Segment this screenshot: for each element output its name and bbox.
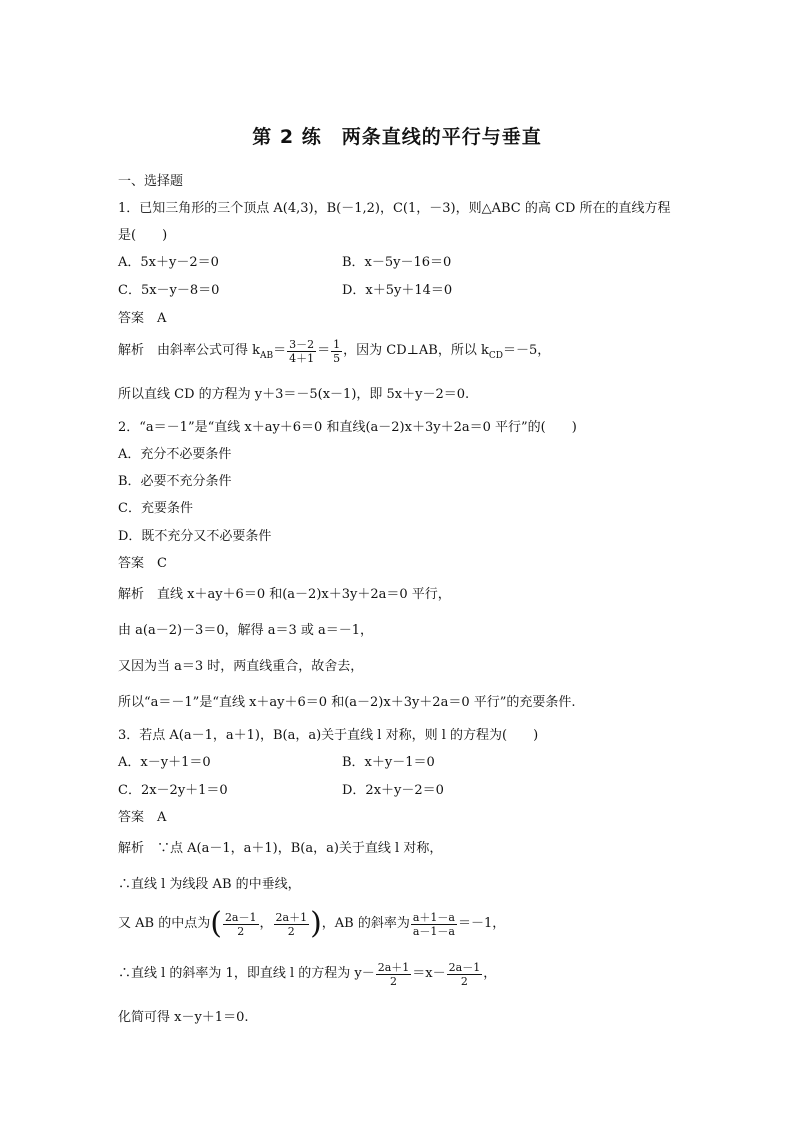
midpoint-x-fraction [223, 911, 259, 938]
fraction-denominator: 2 [460, 974, 468, 988]
q3-option-c: C．2x－2y＋1＝0 [118, 783, 228, 798]
q1-slope-fraction [287, 338, 316, 365]
fraction-denominator: 2 [287, 924, 295, 938]
q1-solution-line2: 所以直线 CD 的方程为 y＋3＝－5(x－1)，即 5x＋y－2＝0. [118, 387, 470, 402]
q3-sol3-comma: ， [259, 916, 273, 931]
q2-solution-line1: 解析 直线 x＋ay＋6＝0 和(a－2)x＋3y＋2a＝0 平行， [118, 587, 451, 602]
q1-slope-value-fraction [331, 338, 342, 365]
fraction-denominator: 2 [390, 974, 398, 988]
q1-sol1-eq2: ＝ [317, 343, 331, 358]
right-paren: ) [310, 906, 322, 941]
q2-solution-line3: 又因为当 a＝3 时，两直线重合，故舍去， [118, 659, 364, 674]
q1-answer: 答案 A [118, 311, 167, 326]
slope-fraction [411, 911, 457, 938]
q2-solution-line4: 所以“a＝－1”是“直线 x＋ay＋6＝0 和(a－2)x＋3y＋2a＝0 平行”的充要条件. [118, 695, 576, 710]
q3-option-a: A．x－y＋1＝0 [118, 755, 211, 770]
midpoint-y-fraction [274, 911, 310, 938]
q3-stem: 3．若点 A(a－1，a＋1)，B(a，a)关于直线 l 对称，则 l 的方程为( ) [118, 728, 539, 743]
q3-solution-line4 [118, 954, 496, 995]
q1-sol1-end: ＝－5， [502, 343, 551, 358]
q1-option-d: D．x＋5y＋14＝0 [342, 283, 453, 298]
q2-option-d: D．既不充分又不必要条件 [118, 529, 272, 544]
line-eq-fraction-2 [447, 961, 483, 988]
q1-stem-line2: 是( ) [118, 228, 168, 243]
fraction-numerator: 2a－1 [224, 910, 257, 924]
q3-option-b: B．x＋y－1＝0 [342, 755, 435, 770]
q1-sol1-mid: ，因为 CD⊥AB，所以 k [343, 343, 489, 358]
q1-option-c: C．5x－y－8＝0 [118, 283, 220, 298]
q1-sol1-prefix: 解析 由斜率公式可得 k [118, 343, 261, 358]
q2-option-a: A．充分不必要条件 [118, 447, 232, 462]
q2-answer: 答案 C [118, 556, 167, 571]
q3-sol4-mid: ＝x－ [412, 966, 446, 981]
q1-option-a: A．5x＋y－2＝0 [118, 255, 219, 270]
q3-solution-line3 [118, 904, 505, 945]
q1-sol1-sub: AB [260, 351, 274, 362]
fraction-numerator: 1 [333, 337, 341, 351]
q2-solution-line2: 由 a(a－2)－3＝0，解得 a＝3 或 a＝－1， [118, 623, 374, 638]
q3-answer: 答案 A [118, 810, 167, 825]
fraction-denominator: a－1－a [412, 924, 455, 938]
section-heading: 一、选择题 [118, 174, 184, 189]
q3-solution-line1: 解析 ∵点 A(a－1，a＋1)，B(a，a)关于直线 l 对称， [118, 841, 443, 856]
q1-sol1-sub2: CD [488, 351, 503, 362]
fraction-numerator: 2a－1 [448, 960, 481, 974]
q3-sol4-prefix: ∴直线 l 的斜率为 1，即直线 l 的方程为 y－ [118, 966, 375, 981]
fraction-numerator: 3－2 [289, 337, 315, 351]
q2-option-c: C．充要条件 [118, 501, 193, 516]
q3-sol3-prefix: 又 AB 的中点为 [118, 916, 211, 931]
q2-option-b: B．必要不充分条件 [118, 474, 232, 489]
fraction-denominator: 4＋1 [289, 351, 315, 365]
q3-sol3-end: ＝－1， [458, 916, 506, 931]
q3-solution-line2: ∴直线 l 为线段 AB 的中垂线， [118, 877, 301, 892]
q1-stem-line1: 1．已知三角形的三个顶点 A(4,3)，B(－1,2)，C(1，－3)，则△ABC 的高 CD 所在的直线方程 [118, 201, 671, 216]
fraction-denominator: 5 [333, 351, 341, 365]
q3-solution-line5: 化简可得 x－y＋1＝0. [118, 1010, 249, 1025]
page-title: 第 2 练 两条直线的平行与垂直 [252, 126, 542, 148]
line-eq-fraction-1 [376, 961, 412, 988]
fraction-denominator: 2 [237, 924, 245, 938]
q3-sol4-end: ， [483, 966, 497, 981]
q3-option-d: D．2x＋y－2＝0 [342, 783, 444, 798]
fraction-numerator: 2a＋1 [377, 960, 410, 974]
q2-stem: 2．“a＝－1”是“直线 x＋ay＋6＝0 和直线(a－2)x＋3y＋2a＝0 平行”的( ) [118, 420, 577, 435]
left-paren: ( [210, 906, 222, 941]
fraction-numerator: a＋1－a [412, 910, 455, 924]
q3-sol3-mid: ，AB 的斜率为 [321, 916, 410, 931]
q1-option-b: B．x－5y－16＝0 [342, 255, 452, 270]
q1-sol1-eq: ＝ [273, 343, 287, 358]
q1-solution-line1 [118, 336, 550, 371]
fraction-numerator: 2a＋1 [275, 910, 308, 924]
